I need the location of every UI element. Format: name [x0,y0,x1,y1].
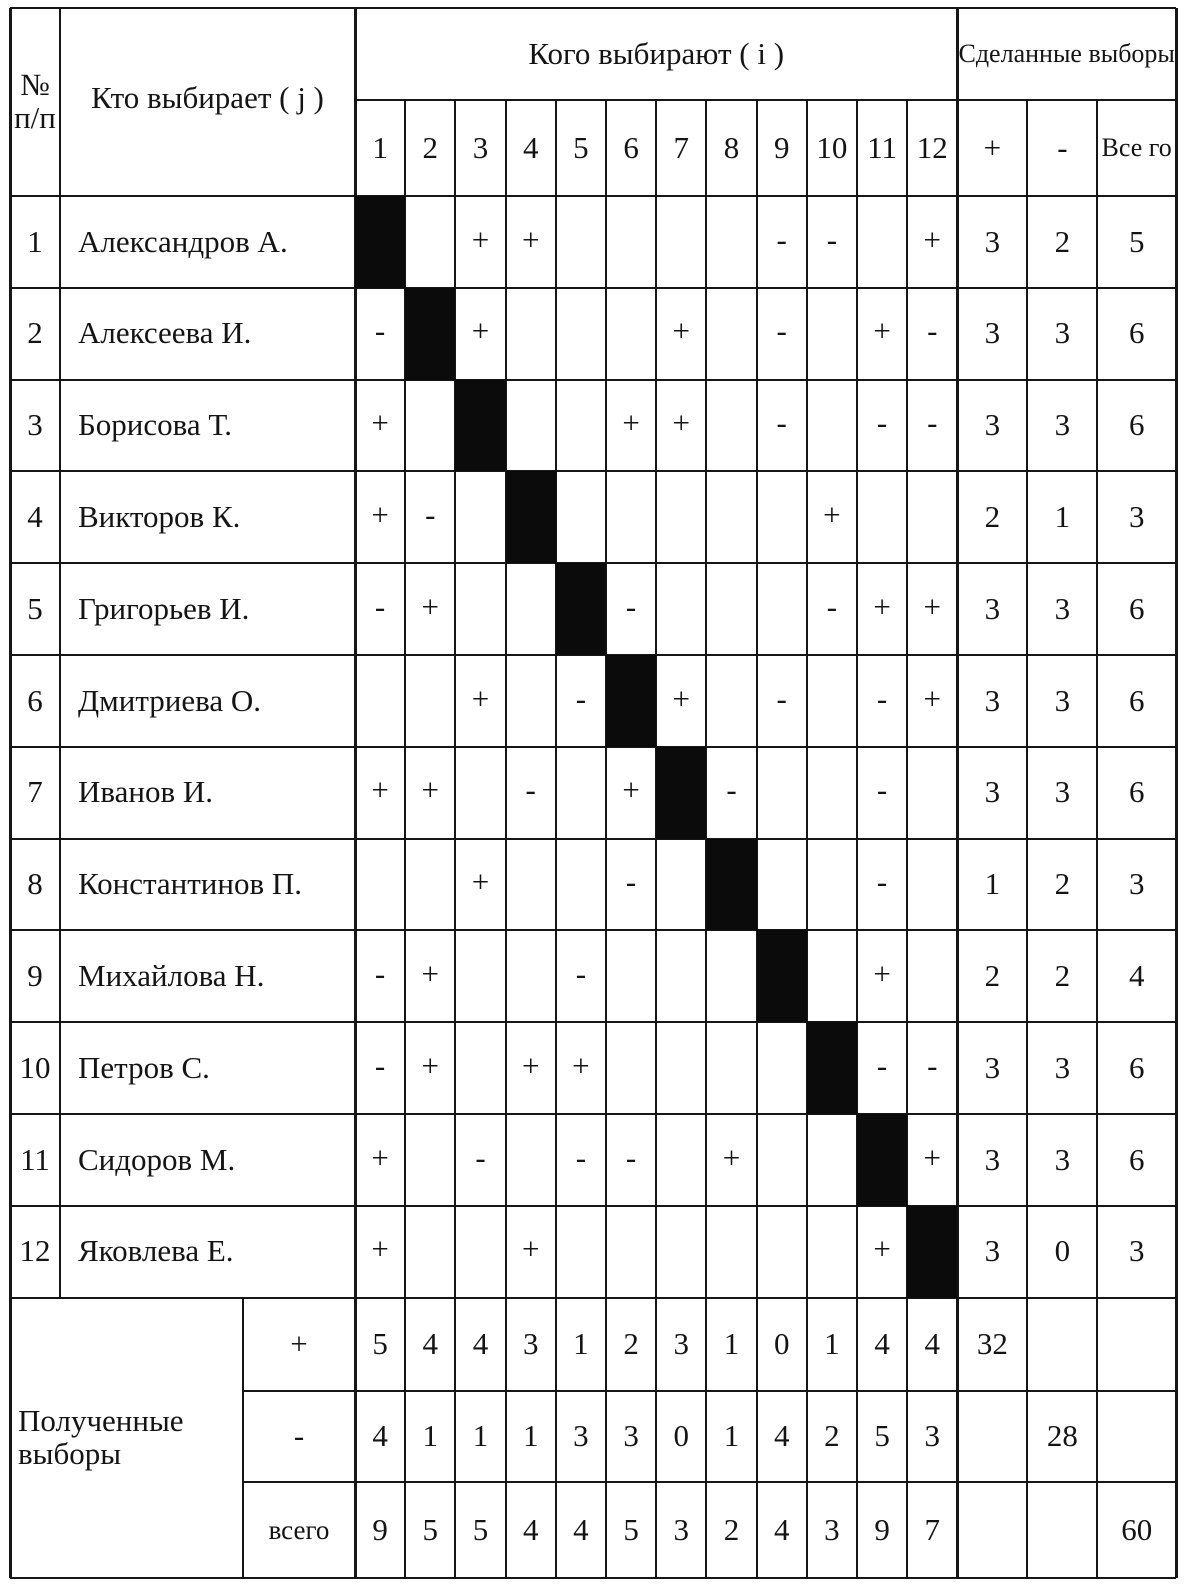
row-number: 9 [27,958,43,994]
choice-mark: + [471,221,490,257]
received-minus-count: 1 [422,1417,439,1453]
row-number: 10 [19,1049,51,1085]
received-total-count: 4 [773,1511,790,1547]
person-name: Михайлова Н. [78,958,265,994]
made-plus-count: 3 [984,590,1001,626]
received-minus-count: 5 [874,1417,890,1453]
received-plus-count: 1 [723,1325,740,1361]
choice-mark: - [625,1139,637,1175]
choice-mark: + [823,497,841,533]
choice-mark: + [873,313,891,349]
choice-mark: + [421,772,440,808]
column-number: 3 [472,129,489,165]
person-name: Яковлева Е. [78,1233,234,1269]
column-number: 7 [673,129,690,165]
column-number: 9 [773,129,790,165]
made-total-count: 6 [1128,1049,1145,1085]
made-minus-count: 2 [1054,223,1071,259]
row-number: 3 [27,407,43,443]
row-number: 12 [19,1233,51,1269]
person-name: Борисова Т. [78,407,232,443]
choice-mark: - [776,221,787,257]
made-total-count: 6 [1128,590,1145,626]
column-number: 2 [422,129,439,165]
choice-mark: - [625,588,637,624]
diagonal-self-cell [506,471,556,563]
choice-mark: - [826,588,838,624]
column-number: 10 [816,129,848,165]
received-plus-count: 2 [623,1325,639,1361]
footer-plus-label: + [290,1325,308,1361]
made-plus-count: 3 [984,407,1001,443]
made-minus-count: 3 [1054,774,1071,810]
choice-mark: + [421,588,440,624]
row-number: 6 [27,682,43,718]
choice-mark: + [521,1047,540,1083]
column-number: 11 [867,129,898,165]
column-number: 4 [522,129,539,165]
footer-sum-minus: 28 [1046,1417,1078,1453]
choice-mark: + [873,956,891,992]
choice-mark: + [873,588,891,624]
column-number: 8 [723,129,740,165]
person-name: Григорьев И. [78,590,250,626]
person-name: Петров С. [78,1049,210,1085]
choice-mark: + [923,1139,942,1175]
choice-mark: + [521,221,540,257]
received-total-count: 3 [824,1511,840,1547]
choice-mark: + [622,772,640,808]
choice-mark: + [421,956,440,992]
choice-mark: - [927,313,938,349]
row-number: 2 [27,315,43,351]
received-plus-count: 4 [924,1325,941,1361]
choice-mark: + [371,772,389,808]
choice-mark: + [371,1231,389,1267]
received-minus-count: 0 [673,1417,690,1453]
choice-mark: - [826,221,838,257]
made-plus-count: 3 [984,774,1001,810]
received-total-count: 2 [723,1511,740,1547]
footer-total-label: всего [268,1514,330,1545]
row-number: 11 [20,1141,50,1177]
received-total-count: 7 [924,1511,941,1547]
choice-mark: + [371,1139,389,1175]
diagonal-self-cell [857,1114,907,1206]
choice-mark: + [622,405,640,441]
made-minus-count: 2 [1054,866,1071,902]
header-made-choices: Сделанные выборы [958,39,1175,69]
choice-mark: + [722,1139,741,1175]
row-number: 5 [27,590,43,626]
received-plus-count: 3 [673,1325,690,1361]
column-number: 1 [372,129,388,165]
choice-mark: - [374,588,386,624]
row-number: 7 [27,774,43,810]
received-minus-count: 1 [472,1417,489,1453]
made-total-count: 4 [1128,958,1145,994]
choice-mark: + [471,864,490,900]
choice-mark: - [374,956,386,992]
choice-mark: - [625,864,637,900]
received-minus-count: 4 [372,1417,388,1453]
header-plus: + [983,129,1002,165]
received-total-count: 9 [874,1511,890,1547]
made-minus-count: 3 [1054,407,1071,443]
diagonal-self-cell [807,1022,857,1114]
choice-mark: - [776,680,787,716]
choice-mark: - [575,680,587,716]
choice-mark: + [371,405,389,441]
header-minus: - [1057,129,1068,165]
choice-mark: + [923,680,942,716]
choice-mark: + [471,313,490,349]
made-total-count: 3 [1128,1233,1145,1269]
choice-mark: - [726,772,737,808]
choice-mark: + [873,1231,891,1267]
made-plus-count: 3 [984,1233,1001,1269]
made-minus-count: 0 [1054,1233,1071,1269]
made-minus-count: 3 [1054,315,1071,351]
received-total-count: 5 [422,1511,439,1547]
received-plus-count: 1 [824,1325,840,1361]
choice-mark: - [927,405,938,441]
made-plus-count: 3 [984,682,1001,718]
column-number: 5 [573,129,589,165]
diagonal-self-cell [405,288,455,380]
choice-mark: - [575,956,587,992]
column-number: 12 [916,129,948,165]
header-number-label: № п/п [14,67,56,135]
footer-received-choices: Полученные выборы [18,1403,184,1471]
choice-mark: + [421,1047,440,1083]
choice-mark: + [672,405,691,441]
person-name: Викторов К. [78,499,241,535]
choice-mark: - [776,405,787,441]
made-minus-count: 3 [1054,682,1071,718]
received-plus-count: 4 [874,1325,890,1361]
person-name: Константинов П. [78,866,303,902]
made-total-count: 3 [1128,499,1145,535]
made-total-count: 3 [1128,866,1145,902]
choice-mark: - [876,1047,888,1083]
made-minus-count: 3 [1054,1049,1071,1085]
diagonal-self-cell [706,839,756,931]
received-total-count: 3 [673,1511,690,1547]
choice-mark: + [521,1231,540,1267]
diagonal-self-cell [606,655,656,747]
made-plus-count: 3 [984,223,1001,259]
header-whom-chosen: Кого выбирают ( i ) [528,35,785,71]
made-plus-count: 3 [984,315,1001,351]
made-plus-count: 2 [984,958,1001,994]
made-total-count: 6 [1128,1141,1145,1177]
choice-mark: - [374,1047,386,1083]
choice-mark: - [876,864,888,900]
received-plus-count: 1 [573,1325,589,1361]
row-number: 1 [27,223,43,259]
choice-mark: - [876,680,888,716]
choice-mark: + [371,497,389,533]
footer-sum-plus: 32 [976,1325,1008,1361]
received-minus-count: 4 [773,1417,790,1453]
received-total-count: 4 [522,1511,539,1547]
received-total-count: 5 [472,1511,489,1547]
made-total-count: 6 [1128,315,1145,351]
choice-mark: + [471,680,490,716]
choice-mark: - [776,313,787,349]
made-plus-count: 1 [984,866,1001,902]
choice-mark: - [876,405,888,441]
received-minus-count: 1 [522,1417,539,1453]
choice-mark: + [923,588,942,624]
sociomatrix-table [10,8,1176,1578]
choice-mark: - [425,497,436,533]
diagonal-self-cell [455,380,505,472]
header-who-chooses: Кто выбирает ( j ) [91,79,324,115]
received-minus-count: 3 [573,1417,589,1453]
made-plus-count: 3 [984,1049,1001,1085]
person-name: Алексеева И. [78,315,252,351]
diagonal-self-cell [907,1206,957,1298]
made-plus-count: 3 [984,1141,1001,1177]
choice-mark: - [927,1047,938,1083]
received-minus-count: 3 [924,1417,941,1453]
header-total: Все го [1101,133,1172,163]
received-total-count: 5 [623,1511,639,1547]
made-minus-count: 2 [1054,958,1071,994]
made-total-count: 6 [1128,774,1145,810]
received-plus-count: 3 [522,1325,539,1361]
diagonal-self-cell [556,563,606,655]
choice-mark: + [672,313,691,349]
made-plus-count: 2 [984,499,1001,535]
diagonal-self-cell [757,930,807,1022]
row-number: 4 [27,499,43,535]
received-plus-count: 4 [472,1325,489,1361]
choice-mark: - [876,772,888,808]
column-number: 6 [623,129,639,165]
row-number: 8 [27,866,43,902]
made-total-count: 6 [1128,407,1145,443]
diagonal-self-cell [355,196,405,288]
received-total-count: 4 [573,1511,589,1547]
choice-mark: + [923,221,942,257]
received-plus-count: 5 [372,1325,388,1361]
received-minus-count: 1 [723,1417,740,1453]
choice-mark: - [575,1139,587,1175]
received-minus-count: 3 [623,1417,639,1453]
made-total-count: 6 [1128,682,1145,718]
footer-minus-label: - [293,1417,305,1453]
made-minus-count: 1 [1054,499,1071,535]
received-total-count: 9 [372,1511,388,1547]
choice-mark: + [672,680,691,716]
made-minus-count: 3 [1054,590,1071,626]
received-plus-count: 0 [773,1325,790,1361]
choice-mark: - [374,313,386,349]
received-plus-count: 4 [422,1325,439,1361]
made-total-count: 5 [1128,223,1145,259]
choice-mark: - [475,1139,486,1175]
received-minus-count: 2 [824,1417,840,1453]
person-name: Дмитриева О. [78,682,262,718]
choice-mark: + [572,1047,590,1083]
person-name: Сидоров М. [78,1141,236,1177]
diagonal-self-cell [656,747,706,839]
person-name: Иванов И. [78,774,213,810]
choice-mark: - [525,772,536,808]
person-name: Александров А. [78,223,288,259]
footer-sum-total: 60 [1121,1511,1153,1547]
made-minus-count: 3 [1054,1141,1071,1177]
